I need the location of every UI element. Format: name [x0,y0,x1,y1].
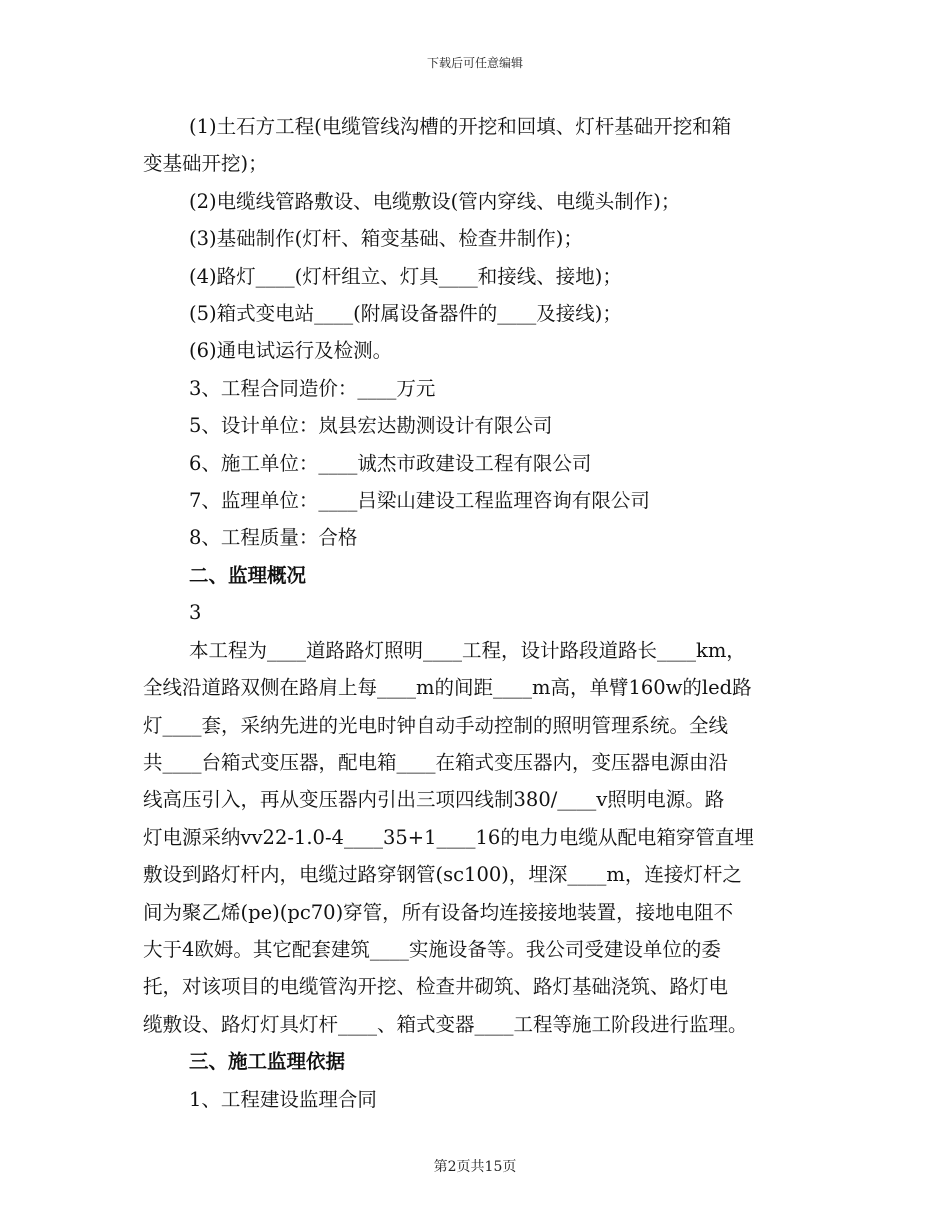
overview-line: 灯电源采纳vv22-1.0-4____35+1____16的电力电缆从配电箱穿管直埋 [143,825,754,849]
overview-line: 线高压引入，再从变压器内引出三项四线制380/____v照明电源。路 [143,788,725,812]
overview-line: 敷设到路灯杆内，电缆过路穿钢管(sc100)，埋深____m，连接灯杆之 [143,863,742,887]
basis-item: 1、工程建设监理合同 [189,1087,377,1111]
page-number: 第2页共15页 [433,1159,517,1175]
overview-line: 缆敷设、路灯灯具灯杆____、箱式变器____工程等施工阶段进行监理。 [143,1012,748,1036]
section-heading: 三、施工监理依据 [189,1050,346,1074]
marker-text: 3 [189,601,202,625]
info-item: 5、设计单位：岚县宏达勘测设计有限公司 [189,414,553,438]
scope-item: (3)基础制作(灯杆、箱变基础、检查井制作)； [189,227,583,251]
scope-item: (6)通电试运行及检测。 [189,339,393,363]
overview-line: 灯____套，采纳先进的光电时钟自动手动控制的照明管理系统。全线 [143,713,729,737]
scope-item: (5)箱式变电站____(附属设备器件的____及接线)； [189,302,622,326]
info-item: 7、监理单位：____吕梁山建设工程监理咨询有限公司 [189,489,650,513]
scope-item: (4)路灯____(灯杆组立、灯具____和接线、接地)； [189,264,622,288]
overview-line: 大于4欧姆。其它配套建筑____实施设备等。我公司受建设单位的委 [143,937,721,961]
info-item: 8、工程质量：合格 [189,526,358,550]
scope-item: (2)电缆线管路敷设、电缆敷设(管内穿线、电缆头制作)； [189,189,681,213]
scope-item-continuation: 变基础开挖)； [143,152,268,176]
info-item: 6、施工单位：____诚杰市政建设工程有限公司 [189,451,592,475]
section-heading: 二、监理概况 [189,563,307,587]
overview-line: 间为聚乙烯(pe)(pc70)穿管，所有设备均连接接地装置，接地电阻不 [143,900,734,924]
document-body [143,108,805,1118]
overview-line: 托，对该项目的电缆管沟开挖、检查井砌筑、路灯基础浇筑、路灯电 [143,975,729,999]
overview-line: 本工程为____道路路灯照明____工程，设计路段道路长____km， [189,638,746,662]
scope-item: (1)土石方工程(电缆管线沟槽的开挖和回填、灯杆基础开挖和箱 [189,115,732,138]
overview-line: 全线沿道路双侧在路肩上每____m的间距____m高，单臂160w的led路 [143,676,752,700]
overview-line: 共____台箱式变压器，配电箱____在箱式变压器内，变压器电源由沿 [143,750,729,774]
page-header: 下载后可任意编辑 [426,56,523,70]
info-item: 3、工程合同造价：____万元 [189,376,436,400]
